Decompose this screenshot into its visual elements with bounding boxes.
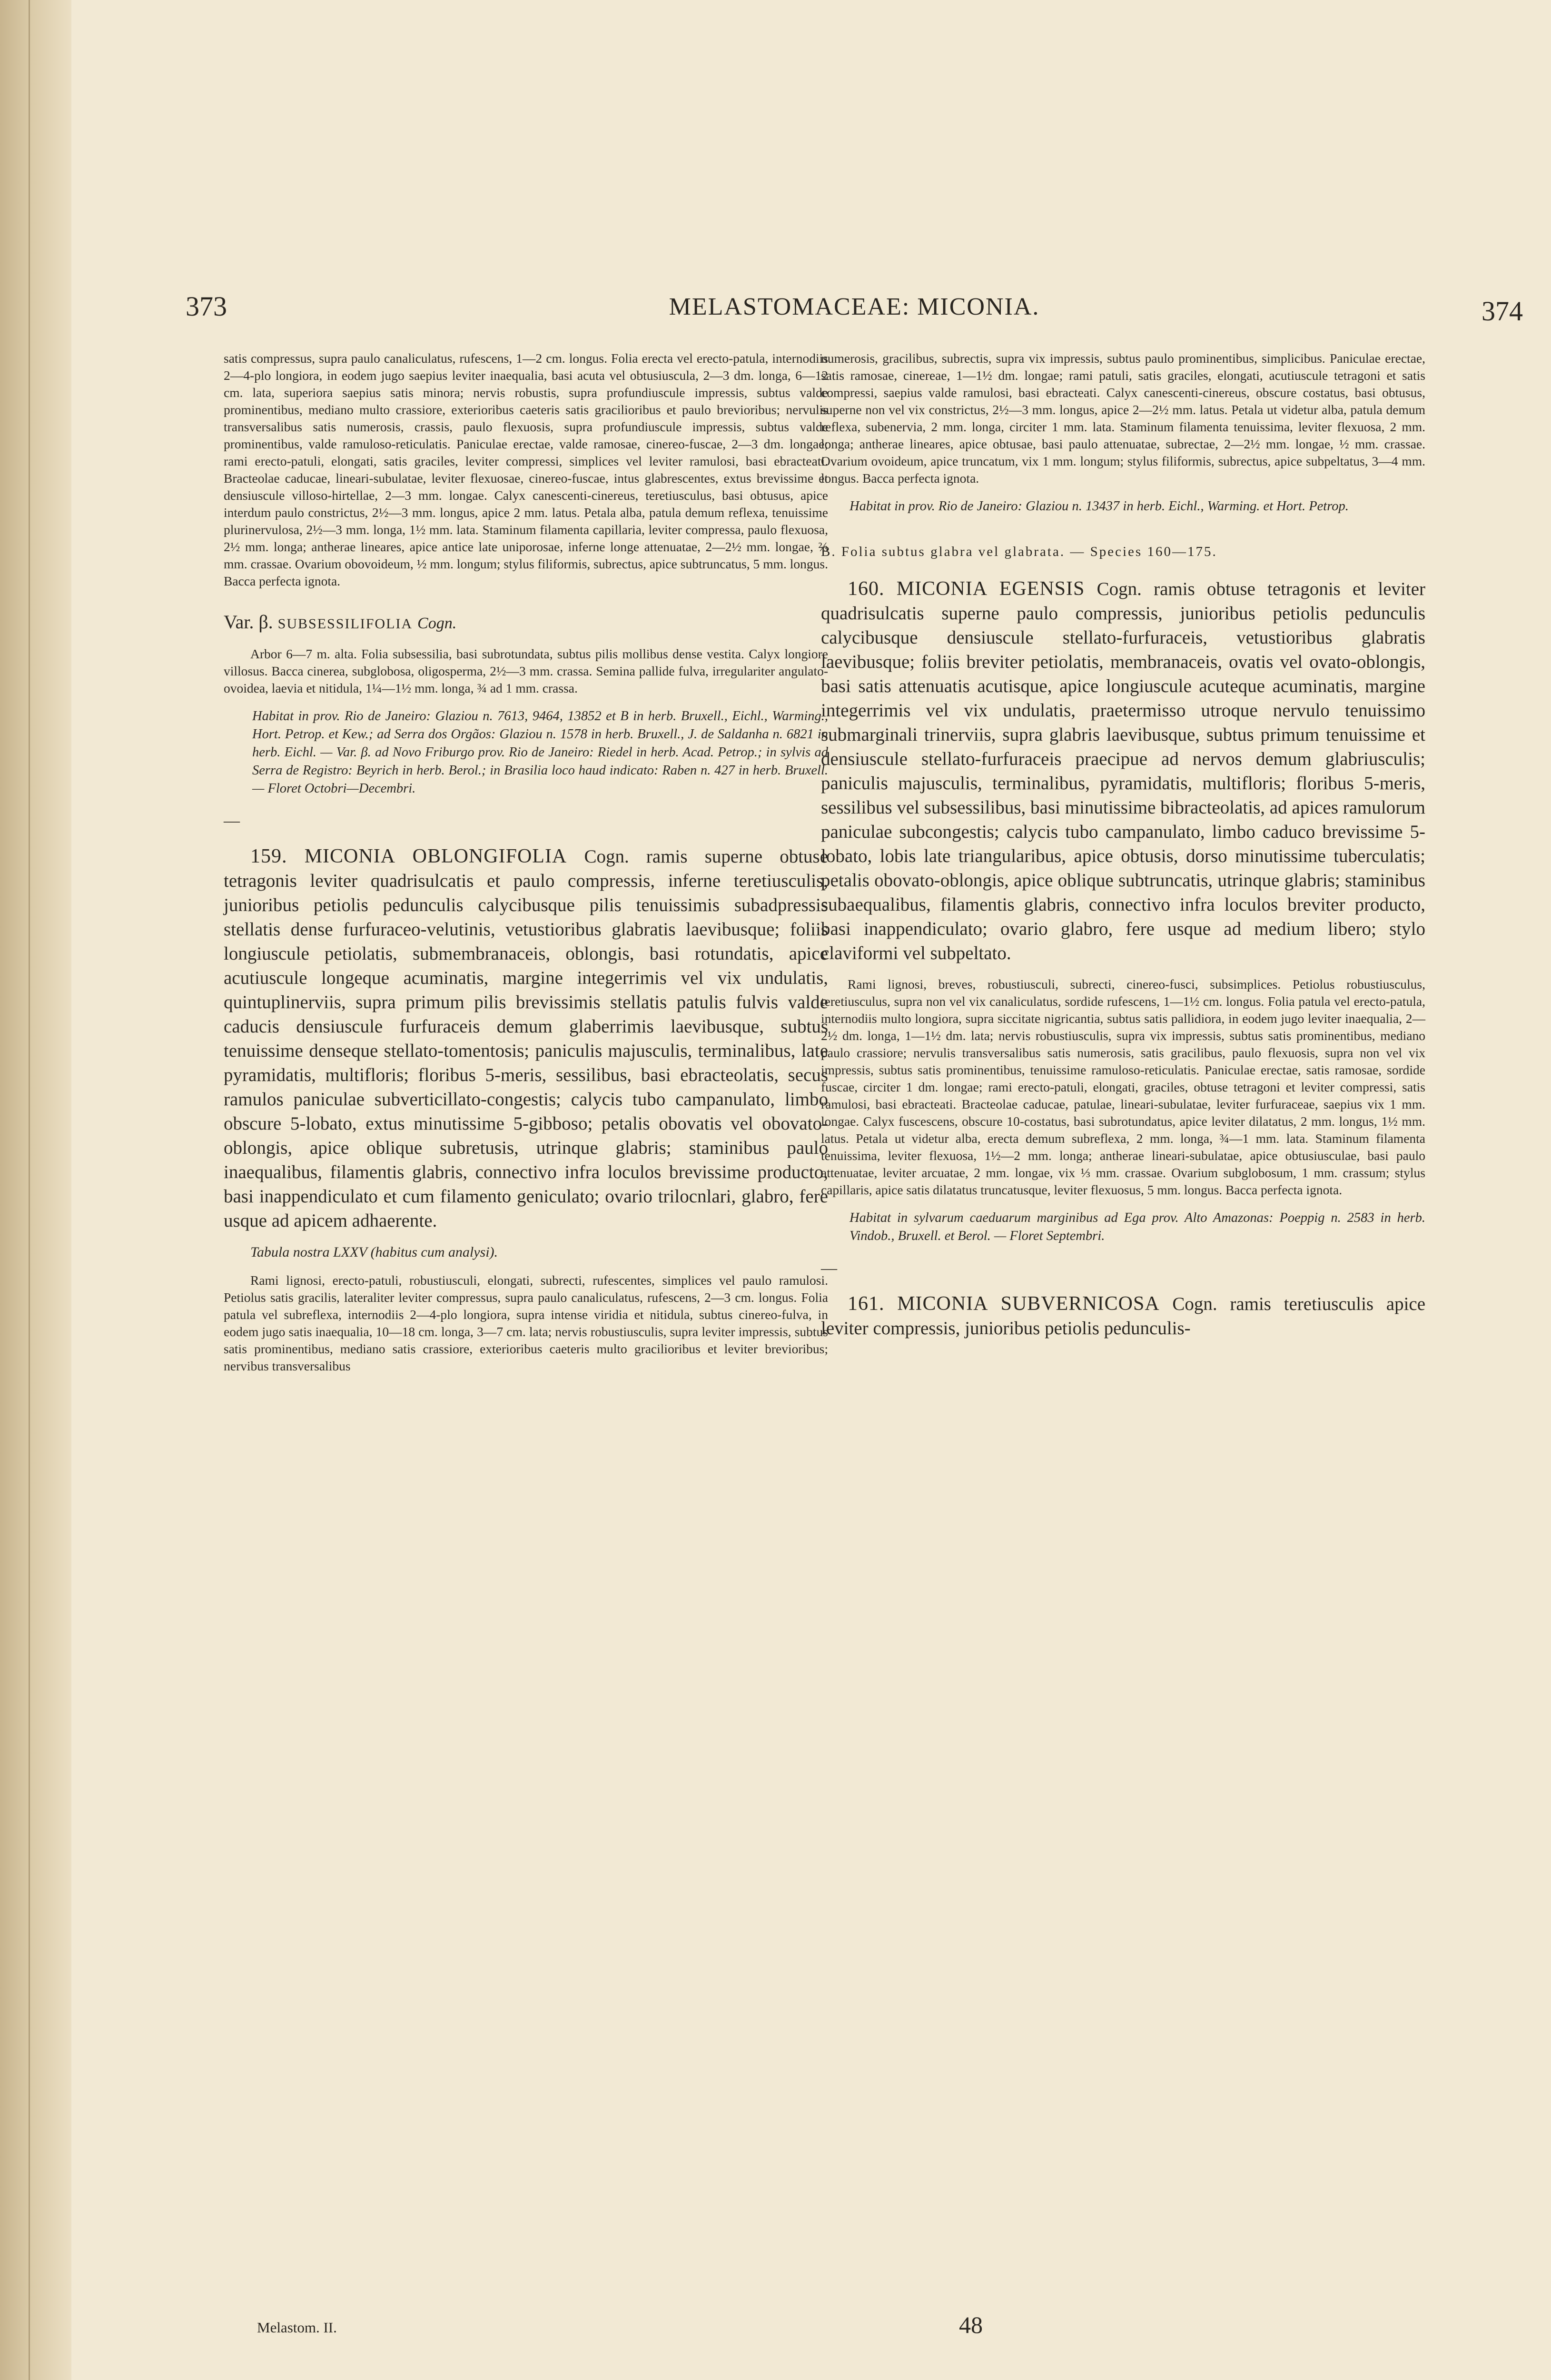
page-number-left: 373: [186, 291, 227, 322]
separator: —: [224, 812, 240, 830]
species-159-diagnosis: [224, 844, 828, 1233]
species-161-number: 161.: [848, 1293, 885, 1315]
species-159-description: Rami lignosi, erecto-patuli, robustiusculi, elongati, subrecti, rufescentes, simplices vel paulo ramulosi. Petiolus satis gracilis, lateraliter leviter compressus, supra paulo canaliculatus, rufescens, 2—3 cm. longus. Folia patula vel subreflexa, internodiis 2—4-plo longiora, supra intense viridia et nitidula, subtus cinereo-fulva, in eodem jugo satis inaequalia, 10—18 cm. longa, 3—7 cm. lata; nervis robustiusculis, supra leviter impressis, subtus satis prominentibus, mediano satis crassiore, exterioribus caeteris multo gracilioribus et leviter brevioribus; nervibus transversalibus: [224, 1273, 828, 1373]
habitat-paragraph-right: Habitat in prov. Rio de Janeiro: Glaziou n. 13437 in herb. Eichl., Warming. et Hort. Petrop.: [850, 499, 1349, 514]
description-continued: satis compressus, supra paulo canaliculatus, rufescens, 1—2 cm. longus. Folia erecta vel erecto-patula, internodiis 2—4-plo longiora, in eodem jugo saepius leviter inaequalia, basi acuta vel obtusiuscula, 2—3 dm. longa, 6—12 cm. lata, superiora saepius satis minora; nervis robustis, supra profundiuscule impressis, subtus valde prominentibus, mediano multo crassiore, exterioribus caeteris satis gracilioribus et paulo brevioribus; nervulis transversalibus satis numerosis, crassis, paulo flexuosis, supra profundiuscule impressis, subtus valde prominentibus, valde ramuloso-reticulatis. Paniculae erectae, valde ramosae, cinereo-fuscae, 2—3 dm. longae; rami erecto-patuli, elongati, satis graciles, leviter compressi, simplices vel leviter ramulosi, basi ebracteati. Bracteolae caducae, lineari-subulatae, leviter flexuosae, cinereo-fuscae, intus glabrescentes, extus brevissime et densiuscule villoso-hirtellae, 2—3 mm. longae. Calyx canescenti-cinereus, teretiusculus, basi obtusus, apice interdum paulo constrictus, 2½—3 mm. longus, apice 2 mm. latus. Petala alba, patula demum reflexa, tenuissime plurinervulosa, 2½—3 mm. longa, 1½ mm. lata. Staminum filamenta capillaria, leviter compressa, paulo flexuosa, 2½ mm. longa; antherae lineares, apice antice late uniporosae, inferne longe attenuatae, 2—2½ mm. longae, ⅔ mm. crassae. Ovarium obovoideum, ½ mm. longum; stylus filiformis, subrectus, apice subtruncatus, 5 mm. longus. Bacca perfecta ignota.: [224, 351, 828, 588]
species-160-number: 160.: [848, 578, 885, 600]
sheet-number: 48: [959, 2311, 983, 2338]
page-number-right: 374: [1482, 296, 1523, 327]
variety-author: Cogn.: [417, 615, 457, 632]
species-160-diagnosis: [821, 577, 1425, 965]
variety-description: Arbor 6—7 m. alta. Folia subsessilia, basi subrotundata, subtus pilis mollibus dense vestita. Calyx longiore villosus. Bacca cinerea, subglobosa, oligosperma, 2½—3 mm. crassa. Semina pallide fulva, irregulariter angulato-ovoidea, laevia et nitidula, 1¼—1½ mm. longa, ¾ ad 1 mm. crassa.: [224, 646, 828, 695]
species-159-number: 159.: [250, 845, 287, 867]
species-159-name: MICONIA OBLONGIFOLIA: [304, 845, 567, 867]
species-159-text: ramis superne obtuse tetragonis leviter quadrisulcatis et paulo compressis, inferne teretiusculis, junioribus petiolis pedunculis calycibusque pilis tenuissimis subadpressis stellatis dense furfuraceo-velutinis, vetustioribus glabratis laevibusque; foliis longiuscule petiolatis, submembranaceis, oblongis, basi rotundatis, apice acutiuscule longeque acuminatis, margine integerrimis vel vix undulatis, quintuplinerviis, supra primum pilis brevissimis stellatis patulis fulvis valde caducis densiuscule furfuraceis demum glaberrimis laevibusque, subtus tenuissime denseque stellato-tomentosis; paniculis majusculis, terminalibus, late pyramidatis, multifloris; floribus 5-meris, sessilibus, basi ebracteolatis, secus ramulos paniculae subverticillato-congestis; calycis tubo campanulato, limbo obscure 5-lobato, extus minutissime 5-gibboso; petalis obovatis vel obovato-oblongis, apice oblique subretusis, utrinque glabris; staminibus paulo inaequalibus, filamentis glabris, connectivo infra loculos brevissime producto, basi inappendiculato et cum filamento geniculato; ovario trilocnlari, glabro, fere usque ad apicem adhaerente.: [224, 846, 829, 1231]
species-161-diagnosis: [821, 1292, 1425, 1340]
running-title: MELASTOMACEAE: MICONIA.: [669, 293, 1040, 320]
running-header: [186, 290, 1523, 343]
variety-label: Var. β.: [224, 611, 273, 633]
gutter-line: [29, 0, 30, 2380]
right-column: [821, 350, 1425, 1351]
species-160-name: MICONIA EGENSIS: [896, 578, 1085, 600]
species-161-author: Cogn.: [1172, 1294, 1217, 1314]
species-160-description: Rami lignosi, breves, robustiusculi, subrecti, cinereo-fusci, subsimplices. Petiolus robustiusculus, teretiusculus, supra non vel vix canaliculatus, sordide rufescens, 1—1½ cm. longus. Folia patula vel erecto-patula, internodiis multo longiora, supra siccitate nigricantia, subtus satis pallidiora, in eodem jugo leviter inaequalia, 2—2½ dm. longa, 1—1½ dm. lata; nervis robustiusculis, supra vix impressis, subtus satis prominentibus, mediano paulo crassiore; nervulis transversalibus satis numerosis, satis gracilibus, paulo flexuosis, supra non vel vix impressis, subtus satis prominentibus, tenuissime ramuloso-reticulatis. Paniculae erectae, satis ramosae, sordide fuscae, circiter 1 dm. longae; rami erecto-patuli, elongati, graciles, obtuse tetragoni et leviter compressi, satis ramulosi, basi ebracteati. Bracteolae caducae, patulae, lineari-subulatae, leviter furfuraceae, saepius vix 1 mm. longae. Calyx fuscescens, obscure 10-costatus, basi subrotundatus, apice leviter dilatatus, 2 mm. longus, 1½ mm. latus. Petala ut videtur alba, erecta demum subreflexa, 2 mm. longa, ¾—1 mm. lata. Staminum filamenta tenuissima, leviter flexuosa, 1½—2 mm. longa; antherae lineari-subulatae, apice obtusiusculae, basi paulo attenuatae, leviter arcuatae, 2 mm. longae, vix ⅓ mm. crassae. Ovarium subglobosum, 1 mm. crassum; stylus capillaris, apice satis dilatatus truncatusque, leviter flexuosus, 5 mm. longus. Bacca perfecta ignota.: [821, 977, 1425, 1197]
species-160-text: ramis obtuse tetragonis et leviter quadrisulcatis superne paulo compressis, junioribus petiolis pedunculis calycibusque densiuscule stellato-furfuraceis, vetustioribus glabratis laevibusque; foliis breviter petiolatis, membranaceis, ovatis vel ovato-oblongis, basi satis attenuatis acutisque, apice longiuscule acuteque acuminatis, margine integerrimis vel vix undulatis, praetermisso utroque nervulo tenuissimo submarginali trinerviis, supra glabris laevibusque, subtus primum tenuissime et densiuscule stellato-furfuraceis praecipue ad nervos demum glabriusculis; paniculis majusculis, terminalibus, pyramidatis, multifloris; floribus 5-meris, sessilibus vel subsessilibus, basi minutissime bibracteolatis, ad apices ramulorum paniculae subcongestis; calycis tubo campanulato, limbo caduco brevissime 5-lobato, lobis late triangularibus, apice obtusis, dorso minutissime tuberculatis; petalis obovato-oblongis, apice oblique subtruncatis, utrinque glabris; staminibus subaequalibus, filamentis glabris, connectivo infra loculos breviter producto, basi inappendiculato; ovario glabro, fere usque ad medium libero; stylo claviformi vel subpeltato.: [821, 579, 1426, 963]
species-161-text: ramis teretiusculis apice leviter compressis, junioribus petiolis pedunculis-: [821, 1294, 1426, 1339]
book-spine-shadow: [0, 0, 71, 2380]
footer-signature: Melastom. II.: [257, 2319, 337, 2336]
variety-heading: [224, 611, 828, 633]
separator-right: —: [821, 1259, 837, 1277]
left-column: [224, 350, 828, 1383]
description-continued-right: numerosis, gracilibus, subrectis, supra vix impressis, subtus paulo prominentibus, simplicibus. Paniculae erectae, satis ramosae, cinereae, 1—1½ dm. longae; rami patuli, satis graciles, elongati, acutiuscule tetragoni et satis compressi, saepius valde ramulosi, basi ebracteati. Calyx canescenti-cinereus, obscure costatus, basi obtusus, superne non vel vix constrictus, 2½—3 mm. longus, apice 2—2½ mm. latus. Petala ut videtur alba, patula demum reflexa, subenervia, 2 mm. longa, circiter 1 mm. lata. Staminum filamenta tenuissima, leviter flexuosa, 2 mm. longa; antherae lineares, apice obtusae, basi paulo attenuatae, subrectae, 2—2½ mm. longae, ½ mm. crassae. Ovarium ovoideum, apice truncatum, vix 1 mm. longum; stylus filiformis, subrectus, apice subpeltatus, 3—4 mm. longus. Bacca perfecta ignota.: [821, 351, 1425, 486]
species-160-author: Cogn.: [1097, 579, 1142, 599]
variety-name: SUBSESSILIFOLIA: [277, 616, 413, 632]
species-161-name: MICONIA SUBVERNICOSA: [897, 1293, 1160, 1315]
plate-reference: Tabula nostra LXXV (habitus cum analysi).: [250, 1244, 498, 1260]
section-heading-b: B. Folia subtus glabra vel glabrata. — Species 160—175.: [821, 544, 1217, 559]
habitat-paragraph: Habitat in prov. Rio de Janeiro: Glaziou n. 7613, 9464, 13852 et B in herb. Bruxell., Eichl., Warming., Hort. Petrop. et Kew.; ad Serra dos Orgãos: Glaziou n. 1578 in herb. Bruxell., J. de Saldanha n. 6821 in herb. Eichl. — Var. β. ad Novo Friburgo prov. Rio de Janeiro: Riedel in herb. Acad. Petrop.; in sylvis ad Serra de Registro: Beyrich in herb. Berol.; in Brasilia loco haud indicato: Raben n. 427 in herb. Bruxell. — Floret Octobri—Decembri.: [252, 709, 828, 796]
species-159-author: Cogn.: [584, 846, 629, 867]
habitat-paragraph-160: Habitat in sylvarum caeduarum marginibus ad Ega prov. Alto Amazonas: Poeppig n. 2583 in herb. Vindob., Bruxell. et Berol. — Floret Septembri.: [850, 1210, 1425, 1243]
